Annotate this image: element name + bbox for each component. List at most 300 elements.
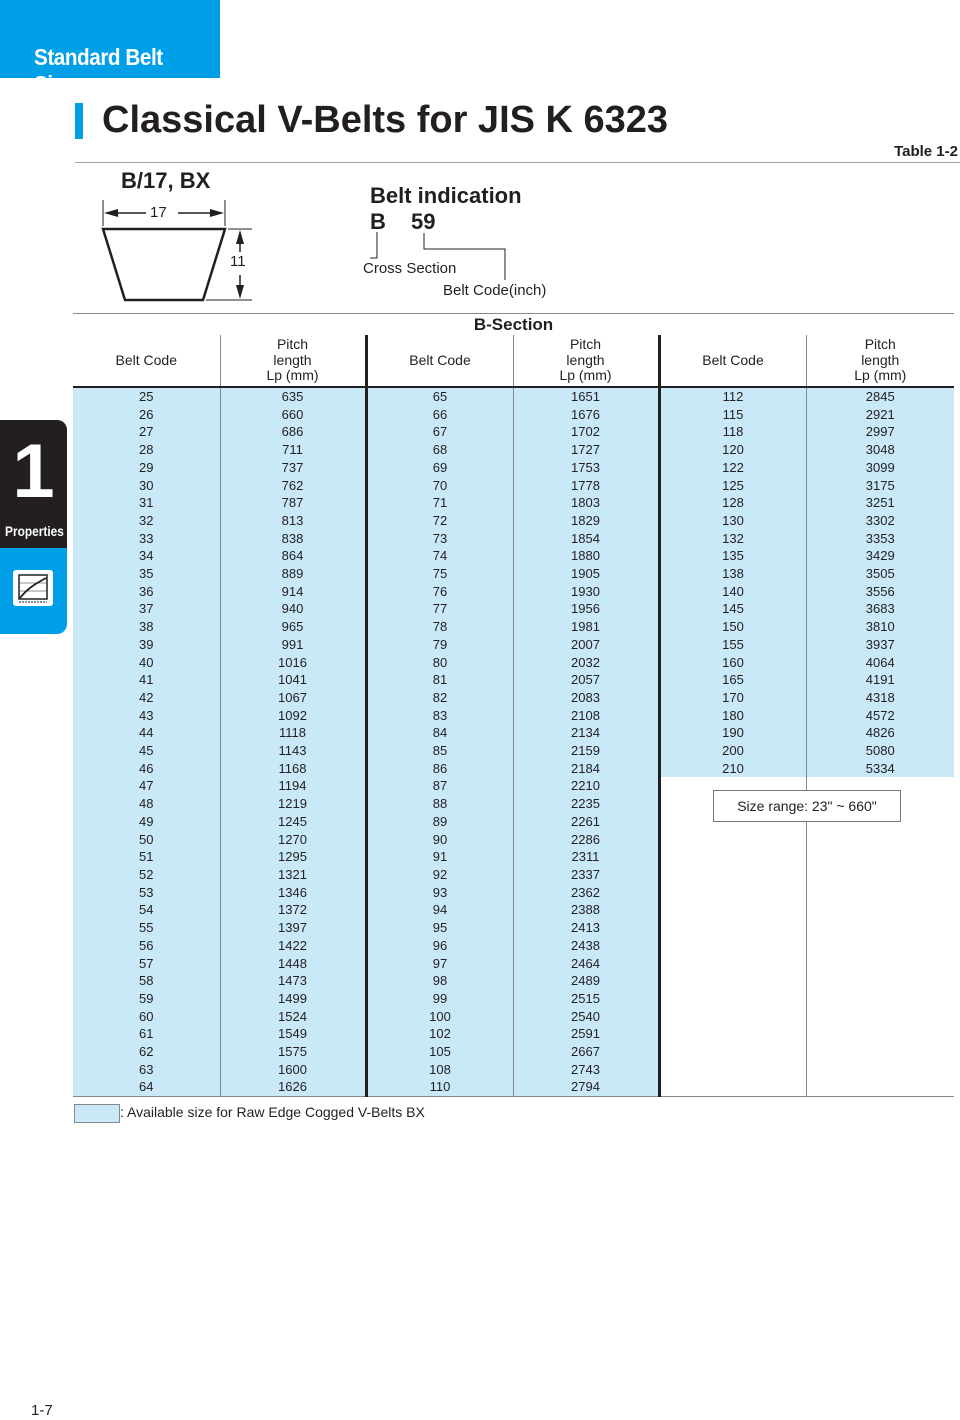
cross-section-leader bbox=[370, 232, 377, 258]
belt-code-cell: 108 bbox=[366, 1061, 513, 1079]
belt-code-cell: 76 bbox=[366, 583, 513, 601]
belt-code-cell: 100 bbox=[366, 1008, 513, 1026]
chapter-label: Properties bbox=[5, 523, 64, 539]
belt-code-cell bbox=[659, 884, 806, 902]
pitch-length-cell: 5334 bbox=[806, 760, 954, 778]
pitch-length-cell: 2845 bbox=[806, 387, 954, 406]
belt-code-cell: 210 bbox=[659, 760, 806, 778]
pitch-length-cell: 1422 bbox=[220, 937, 366, 955]
belt-code-cell: 132 bbox=[659, 530, 806, 548]
belt-code-cell: 105 bbox=[366, 1043, 513, 1061]
belt-code-cell: 200 bbox=[659, 742, 806, 760]
pitch-length-cell: 1245 bbox=[220, 813, 366, 831]
belt-code-cell: 45 bbox=[73, 742, 220, 760]
belt-code-cell: 112 bbox=[659, 387, 806, 406]
belt-code-cell: 35 bbox=[73, 565, 220, 583]
pitch-length-cell: 1194 bbox=[220, 777, 366, 795]
table-row bbox=[73, 565, 954, 583]
pitch-length-cell: 2134 bbox=[513, 724, 659, 742]
belt-code-cell: 34 bbox=[73, 547, 220, 565]
belt-code-cell: 38 bbox=[73, 618, 220, 636]
table-row bbox=[73, 1061, 954, 1079]
belt-code-cell bbox=[659, 955, 806, 973]
pitch-length-cell: 2184 bbox=[513, 760, 659, 778]
belt-code-cell: 57 bbox=[73, 955, 220, 973]
height-dimension: 11 bbox=[230, 253, 246, 270]
belt-code-cell: 58 bbox=[73, 972, 220, 990]
belt-code-cell: 68 bbox=[366, 441, 513, 459]
table-row bbox=[73, 866, 954, 884]
belt-code-cell: 87 bbox=[366, 777, 513, 795]
belt-code-cell: 90 bbox=[366, 831, 513, 849]
pitch-length-cell: 2794 bbox=[513, 1078, 659, 1096]
pitch-length-cell: 2286 bbox=[513, 831, 659, 849]
pitch-length-cell: 1778 bbox=[513, 477, 659, 495]
belt-code-cell: 72 bbox=[366, 512, 513, 530]
pitch-length-cell: 660 bbox=[220, 406, 366, 424]
belt-code-cell: 118 bbox=[659, 423, 806, 441]
pitch-length-cell: 1854 bbox=[513, 530, 659, 548]
pitch-length-cell: 2311 bbox=[513, 848, 659, 866]
belt-code-cell: 122 bbox=[659, 459, 806, 477]
belt-trapezoid bbox=[103, 229, 225, 300]
pitch-length-cell: 1321 bbox=[220, 866, 366, 884]
pitch-length-cell: 1549 bbox=[220, 1025, 366, 1043]
table-row bbox=[73, 831, 954, 849]
belt-code-cell: 55 bbox=[73, 919, 220, 937]
page-title: Classical V-Belts for JIS K 6323 bbox=[102, 99, 669, 141]
belt-code-cell: 125 bbox=[659, 477, 806, 495]
pitch-length-cell bbox=[806, 848, 954, 866]
pitch-length-cell: 2438 bbox=[513, 937, 659, 955]
size-range-note: Size range: 23" ~ 660" bbox=[713, 790, 901, 822]
section-tab-title: Standard Belt Sizes bbox=[34, 44, 163, 97]
pitch-length-cell: 1524 bbox=[220, 1008, 366, 1026]
pitch-length-cell: 3429 bbox=[806, 547, 954, 565]
pitch-length-cell: 965 bbox=[220, 618, 366, 636]
belt-code-cell: 53 bbox=[73, 884, 220, 902]
pitch-length-cell bbox=[806, 919, 954, 937]
pitch-length-cell: 2210 bbox=[513, 777, 659, 795]
belt-code-cell: 110 bbox=[366, 1078, 513, 1096]
belt-code-cell: 25 bbox=[73, 387, 220, 406]
pitch-length-cell: 838 bbox=[220, 530, 366, 548]
belt-code-cell: 65 bbox=[366, 387, 513, 406]
pitch-length-cell: 1626 bbox=[220, 1078, 366, 1096]
pitch-length-cell: 1473 bbox=[220, 972, 366, 990]
belt-code-cell: 39 bbox=[73, 636, 220, 654]
belt-code-cell: 97 bbox=[366, 955, 513, 973]
chapter-side-tab[interactable] bbox=[0, 420, 67, 634]
pitch-length-cell: 3937 bbox=[806, 636, 954, 654]
table-row bbox=[73, 901, 954, 919]
pitch-length-cell: 4318 bbox=[806, 689, 954, 707]
table-row bbox=[73, 919, 954, 937]
pitch-length-cell: 3556 bbox=[806, 583, 954, 601]
belt-code-cell: 66 bbox=[366, 406, 513, 424]
table-row bbox=[73, 459, 954, 477]
belt-code-cell: 73 bbox=[366, 530, 513, 548]
pitch-length-cell: 762 bbox=[220, 477, 366, 495]
pitch-length-cell: 1016 bbox=[220, 654, 366, 672]
belt-code-cell: 41 bbox=[73, 671, 220, 689]
table-label: Table 1-2 bbox=[894, 143, 958, 160]
pitch-length-cell: 3175 bbox=[806, 477, 954, 495]
pitch-length-cell: 1448 bbox=[220, 955, 366, 973]
belt-code-cell bbox=[659, 990, 806, 1008]
header-pitch-length: Pitch length Lp (mm) bbox=[806, 335, 954, 387]
table-row bbox=[73, 1078, 954, 1096]
table-row bbox=[73, 1043, 954, 1061]
pitch-length-cell: 2921 bbox=[806, 406, 954, 424]
pitch-length-cell: 2743 bbox=[513, 1061, 659, 1079]
belt-code-cell: 155 bbox=[659, 636, 806, 654]
pitch-length-cell: 1219 bbox=[220, 795, 366, 813]
belt-code-cell: 82 bbox=[366, 689, 513, 707]
belt-code-cell bbox=[659, 901, 806, 919]
pitch-length-cell: 5080 bbox=[806, 742, 954, 760]
pitch-length-cell: 635 bbox=[220, 387, 366, 406]
belt-code-cell bbox=[659, 972, 806, 990]
pitch-length-cell: 3099 bbox=[806, 459, 954, 477]
table-row bbox=[73, 387, 954, 406]
belt-code-cell: 64 bbox=[73, 1078, 220, 1096]
pitch-length-cell: 1600 bbox=[220, 1061, 366, 1079]
belt-code-cell: 33 bbox=[73, 530, 220, 548]
belt-code-cell: 115 bbox=[659, 406, 806, 424]
table-row bbox=[73, 406, 954, 424]
table-row bbox=[73, 689, 954, 707]
belt-code-cell: 170 bbox=[659, 689, 806, 707]
belt-code-cell bbox=[659, 1008, 806, 1026]
belt-code-cell: 180 bbox=[659, 707, 806, 725]
pitch-length-cell: 4572 bbox=[806, 707, 954, 725]
pitch-length-cell: 3353 bbox=[806, 530, 954, 548]
belt-code-cell: 46 bbox=[73, 760, 220, 778]
pitch-length-cell bbox=[806, 990, 954, 1008]
belt-code-cell: 28 bbox=[73, 441, 220, 459]
table-row bbox=[73, 618, 954, 636]
section-header: B-Section bbox=[73, 314, 954, 336]
pitch-length-cell: 3505 bbox=[806, 565, 954, 583]
table-row bbox=[73, 742, 954, 760]
pitch-length-cell: 711 bbox=[220, 441, 366, 459]
belt-code-cell: 50 bbox=[73, 831, 220, 849]
belt-code-cell: 78 bbox=[366, 618, 513, 636]
belt-code-cell: 70 bbox=[366, 477, 513, 495]
cross-section-label: Cross Section bbox=[363, 260, 457, 277]
pitch-length-cell: 1956 bbox=[513, 600, 659, 618]
pitch-length-cell: 1651 bbox=[513, 387, 659, 406]
table-row bbox=[73, 848, 954, 866]
belt-code-cell: 165 bbox=[659, 671, 806, 689]
pitch-length-cell: 2413 bbox=[513, 919, 659, 937]
belt-code-cell: 49 bbox=[73, 813, 220, 831]
belt-code-cell: 99 bbox=[366, 990, 513, 1008]
table-row bbox=[73, 1025, 954, 1043]
belt-code-cell bbox=[659, 1061, 806, 1079]
chapter-tab-dark bbox=[0, 420, 67, 548]
table-row bbox=[73, 547, 954, 565]
belt-code-cell bbox=[659, 848, 806, 866]
belt-code-cell: 37 bbox=[73, 600, 220, 618]
pitch-length-cell: 1295 bbox=[220, 848, 366, 866]
belt-code-cell: 60 bbox=[73, 1008, 220, 1026]
pitch-length-cell: 1092 bbox=[220, 707, 366, 725]
belt-code-cell: 62 bbox=[73, 1043, 220, 1061]
belt-indication-number: 59 bbox=[411, 209, 436, 234]
belt-code-cell: 81 bbox=[366, 671, 513, 689]
belt-code-cell: 190 bbox=[659, 724, 806, 742]
belt-code-cell: 27 bbox=[73, 423, 220, 441]
pitch-length-cell bbox=[806, 972, 954, 990]
pitch-length-cell: 2388 bbox=[513, 901, 659, 919]
page-number: 1-7 bbox=[31, 1402, 53, 1419]
table-row bbox=[73, 423, 954, 441]
pitch-length-cell: 1372 bbox=[220, 901, 366, 919]
belt-code-cell: 102 bbox=[366, 1025, 513, 1043]
table-row bbox=[73, 636, 954, 654]
pitch-length-cell bbox=[806, 1043, 954, 1061]
belt-code-cell: 63 bbox=[73, 1061, 220, 1079]
belt-code-cell: 69 bbox=[366, 459, 513, 477]
table-row bbox=[73, 671, 954, 689]
section-tab-header bbox=[0, 0, 220, 97]
pitch-length-cell: 3048 bbox=[806, 441, 954, 459]
belt-code-cell: 135 bbox=[659, 547, 806, 565]
belt-code-cell: 98 bbox=[366, 972, 513, 990]
table-row bbox=[73, 1008, 954, 1026]
belt-code-cell: 85 bbox=[366, 742, 513, 760]
belt-code-cell: 83 bbox=[366, 707, 513, 725]
title-accent-bar bbox=[75, 103, 83, 139]
pitch-length-cell: 3251 bbox=[806, 494, 954, 512]
belt-code-cell bbox=[659, 1078, 806, 1096]
pitch-length-cell: 889 bbox=[220, 565, 366, 583]
belt-code-cell: 29 bbox=[73, 459, 220, 477]
belt-code-cell: 84 bbox=[366, 724, 513, 742]
belt-indication-title: Belt indication bbox=[370, 183, 522, 208]
pitch-length-cell: 1702 bbox=[513, 423, 659, 441]
belt-code-cell: 59 bbox=[73, 990, 220, 1008]
pitch-length-cell: 1575 bbox=[220, 1043, 366, 1061]
table-row bbox=[73, 707, 954, 725]
pitch-length-cell: 1727 bbox=[513, 441, 659, 459]
header-belt-code: Belt Code bbox=[366, 335, 513, 387]
header-belt-code: Belt Code bbox=[73, 335, 220, 387]
pitch-length-cell: 3302 bbox=[806, 512, 954, 530]
header-belt-code: Belt Code bbox=[659, 335, 806, 387]
pitch-length-cell: 2362 bbox=[513, 884, 659, 902]
pitch-length-cell: 1270 bbox=[220, 831, 366, 849]
pitch-length-cell: 2057 bbox=[513, 671, 659, 689]
cross-section-name: B/17, BX bbox=[121, 168, 211, 193]
belt-code-cell: 52 bbox=[73, 866, 220, 884]
table-row bbox=[73, 937, 954, 955]
header-pitch-length: Pitch length Lp (mm) bbox=[220, 335, 366, 387]
table-row bbox=[73, 972, 954, 990]
pitch-length-cell: 1803 bbox=[513, 494, 659, 512]
pitch-length-cell: 1143 bbox=[220, 742, 366, 760]
pitch-length-cell bbox=[806, 884, 954, 902]
belt-code-cell bbox=[659, 831, 806, 849]
belt-size-table bbox=[73, 313, 954, 1097]
belt-code-cell: 32 bbox=[73, 512, 220, 530]
table-row bbox=[73, 955, 954, 973]
belt-code-cell: 54 bbox=[73, 901, 220, 919]
belt-code-cell: 30 bbox=[73, 477, 220, 495]
belt-code-cell: 86 bbox=[366, 760, 513, 778]
pitch-length-cell bbox=[806, 901, 954, 919]
chart-icon bbox=[13, 570, 53, 606]
pitch-length-cell: 1880 bbox=[513, 547, 659, 565]
table-row bbox=[73, 990, 954, 1008]
table-row bbox=[73, 583, 954, 601]
table-row bbox=[73, 530, 954, 548]
pitch-length-cell: 686 bbox=[220, 423, 366, 441]
pitch-length-cell: 991 bbox=[220, 636, 366, 654]
belt-code-cell: 120 bbox=[659, 441, 806, 459]
pitch-length-cell: 864 bbox=[220, 547, 366, 565]
pitch-length-cell: 2489 bbox=[513, 972, 659, 990]
pitch-length-cell: 2997 bbox=[806, 423, 954, 441]
belt-code-cell: 36 bbox=[73, 583, 220, 601]
pitch-length-cell: 1067 bbox=[220, 689, 366, 707]
table-row bbox=[73, 477, 954, 495]
belt-code-cell: 91 bbox=[366, 848, 513, 866]
pitch-length-cell: 1397 bbox=[220, 919, 366, 937]
table-row bbox=[73, 654, 954, 672]
belt-code-cell: 138 bbox=[659, 565, 806, 583]
belt-code-cell: 75 bbox=[366, 565, 513, 583]
belt-code-cell: 26 bbox=[73, 406, 220, 424]
belt-code-cell: 140 bbox=[659, 583, 806, 601]
table-row bbox=[73, 724, 954, 742]
pitch-length-cell: 1829 bbox=[513, 512, 659, 530]
belt-code-cell: 61 bbox=[73, 1025, 220, 1043]
belt-code-cell: 44 bbox=[73, 724, 220, 742]
pitch-length-cell: 1930 bbox=[513, 583, 659, 601]
pitch-length-cell: 940 bbox=[220, 600, 366, 618]
belt-code-cell: 128 bbox=[659, 494, 806, 512]
pitch-length-cell: 2337 bbox=[513, 866, 659, 884]
pitch-length-cell: 2083 bbox=[513, 689, 659, 707]
belt-code-cell: 150 bbox=[659, 618, 806, 636]
pitch-length-cell bbox=[806, 866, 954, 884]
belt-code-cell: 47 bbox=[73, 777, 220, 795]
pitch-length-cell: 4064 bbox=[806, 654, 954, 672]
belt-code-cell: 74 bbox=[366, 547, 513, 565]
pitch-length-cell bbox=[806, 1008, 954, 1026]
belt-code-cell: 80 bbox=[366, 654, 513, 672]
belt-code-cell: 51 bbox=[73, 848, 220, 866]
pitch-length-cell bbox=[806, 831, 954, 849]
belt-code-cell: 79 bbox=[366, 636, 513, 654]
belt-code-cell bbox=[659, 919, 806, 937]
table-row bbox=[73, 884, 954, 902]
belt-code-cell: 42 bbox=[73, 689, 220, 707]
pitch-length-cell: 2159 bbox=[513, 742, 659, 760]
pitch-length-cell: 2261 bbox=[513, 813, 659, 831]
pitch-length-cell bbox=[806, 1061, 954, 1079]
pitch-length-cell: 3683 bbox=[806, 600, 954, 618]
pitch-length-cell: 2235 bbox=[513, 795, 659, 813]
belt-indication-letter: B bbox=[370, 209, 386, 234]
pitch-length-cell: 1346 bbox=[220, 884, 366, 902]
pitch-length-cell: 813 bbox=[220, 512, 366, 530]
belt-code-cell: 95 bbox=[366, 919, 513, 937]
belt-code-cell: 160 bbox=[659, 654, 806, 672]
pitch-length-cell: 1041 bbox=[220, 671, 366, 689]
pitch-length-cell: 4191 bbox=[806, 671, 954, 689]
chapter-number: 1 bbox=[12, 429, 55, 514]
table-row bbox=[73, 441, 954, 459]
belt-code-cell: 67 bbox=[366, 423, 513, 441]
belt-code-cell: 88 bbox=[366, 795, 513, 813]
pitch-length-cell: 1905 bbox=[513, 565, 659, 583]
column-header-row bbox=[73, 335, 954, 387]
belt-code-cell: 56 bbox=[73, 937, 220, 955]
pitch-length-cell bbox=[806, 1025, 954, 1043]
belt-code-cell: 96 bbox=[366, 937, 513, 955]
pitch-length-cell: 3810 bbox=[806, 618, 954, 636]
pitch-length-cell: 1676 bbox=[513, 406, 659, 424]
belt-code-cell: 130 bbox=[659, 512, 806, 530]
pitch-length-cell: 1753 bbox=[513, 459, 659, 477]
table-row bbox=[73, 512, 954, 530]
belt-code-cell: 93 bbox=[366, 884, 513, 902]
pitch-length-cell: 2464 bbox=[513, 955, 659, 973]
belt-code-cell: 71 bbox=[366, 494, 513, 512]
belt-code-cell: 31 bbox=[73, 494, 220, 512]
belt-code-cell bbox=[659, 1043, 806, 1061]
pitch-length-cell bbox=[806, 1078, 954, 1096]
pitch-length-cell: 2007 bbox=[513, 636, 659, 654]
pitch-length-cell: 2108 bbox=[513, 707, 659, 725]
pitch-length-cell: 737 bbox=[220, 459, 366, 477]
width-dimension: 17 bbox=[150, 204, 167, 221]
table-row bbox=[73, 600, 954, 618]
pitch-length-cell: 1499 bbox=[220, 990, 366, 1008]
pitch-length-cell: 2540 bbox=[513, 1008, 659, 1026]
legend-swatch bbox=[74, 1104, 120, 1123]
belt-code-cell bbox=[659, 937, 806, 955]
belt-code-cell bbox=[659, 866, 806, 884]
header-pitch-length: Pitch length Lp (mm) bbox=[513, 335, 659, 387]
pitch-length-cell: 4826 bbox=[806, 724, 954, 742]
title-rule bbox=[75, 162, 960, 163]
pitch-length-cell bbox=[806, 955, 954, 973]
belt-code-cell: 40 bbox=[73, 654, 220, 672]
pitch-length-cell: 2515 bbox=[513, 990, 659, 1008]
belt-code-cell: 89 bbox=[366, 813, 513, 831]
pitch-length-cell bbox=[806, 937, 954, 955]
belt-code-cell: 92 bbox=[366, 866, 513, 884]
table-row bbox=[73, 760, 954, 778]
belt-code-cell: 43 bbox=[73, 707, 220, 725]
belt-code-cell: 145 bbox=[659, 600, 806, 618]
legend-text: : Available size for Raw Edge Cogged V-Belts BX bbox=[120, 1104, 425, 1120]
pitch-length-cell: 914 bbox=[220, 583, 366, 601]
belt-code-cell: 94 bbox=[366, 901, 513, 919]
belt-code-cell bbox=[659, 1025, 806, 1043]
pitch-length-cell: 2667 bbox=[513, 1043, 659, 1061]
pitch-length-cell: 1118 bbox=[220, 724, 366, 742]
belt-code-cell: 48 bbox=[73, 795, 220, 813]
pitch-length-cell: 2032 bbox=[513, 654, 659, 672]
pitch-length-cell: 787 bbox=[220, 494, 366, 512]
belt-code-cell: 77 bbox=[366, 600, 513, 618]
